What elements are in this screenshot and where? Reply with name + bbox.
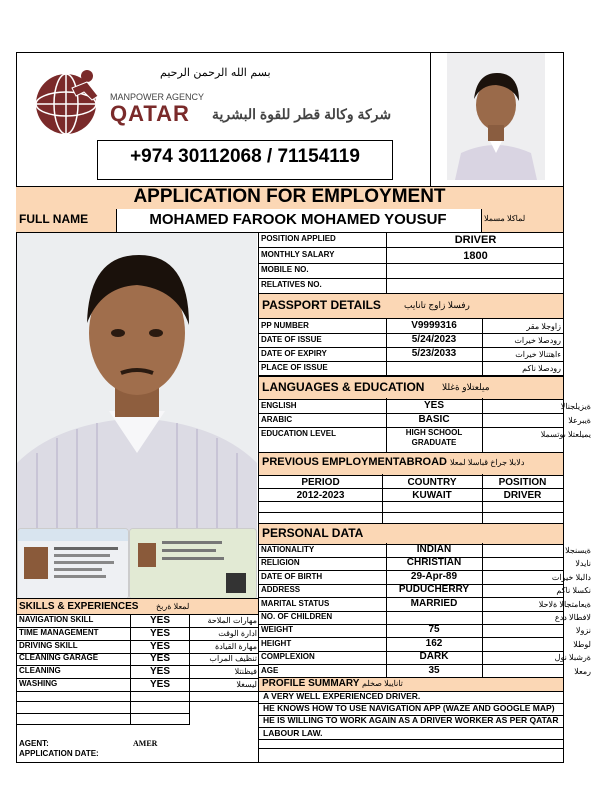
profile-line: HE IS WILLING TO WORK AGAIN AS A DRIVER WORKER AS PER QATAR <box>263 715 559 726</box>
personal-row-value: 75 <box>428 624 440 636</box>
skill-row-value: YES <box>149 627 170 639</box>
personal-row-label: WEIGHT <box>261 625 293 635</box>
passport-row-value: 5/23/2033 <box>411 348 457 359</box>
personal-row-value: 35 <box>428 664 440 676</box>
personal-row-label: COMPLEXION <box>261 652 315 662</box>
language-row-arabic: يميلعتلا ىوتسملا <box>540 430 591 439</box>
agency-arabic: شركة وكالة قطر للقوة البشرية <box>212 106 392 122</box>
passport-row-arabic: رودصلا ناكم <box>522 364 561 373</box>
position-row-line <box>259 263 563 264</box>
position-row-label: MONTHLY SALARY <box>261 250 335 259</box>
full-name-arabic: لماكلا مسملا <box>484 214 526 223</box>
application-date-label: APPLICATION DATE: <box>19 749 99 758</box>
skill-row-arabic: مهارة القيادة <box>215 641 257 651</box>
employment-column-header: PERIOD <box>301 477 340 488</box>
skill-row-label: WASHING <box>19 679 58 688</box>
skills-col-line-2 <box>189 614 190 725</box>
profile-row-line <box>259 739 563 740</box>
position-row-line <box>259 247 563 248</box>
skill-row-arabic: مهارات الملاحة <box>207 616 257 625</box>
passport-row-label: PLACE OF ISSUE <box>261 363 328 372</box>
passport-row-arabic: زاوجلا مقر <box>526 322 561 331</box>
language-row-label: ARABIC <box>261 415 293 424</box>
employment-cell: KUWAIT <box>412 490 452 501</box>
profile-line: LABOUR LAW. <box>263 727 323 738</box>
language-row-value: HIGH SCHOOL GRADUATE <box>405 428 463 447</box>
profile-row-line <box>259 748 563 749</box>
skill-row-label: NAVIGATION SKILL <box>19 615 94 624</box>
skill-row-value: YES <box>149 640 170 652</box>
personal-col-line-2 <box>482 543 483 677</box>
position-row-line <box>259 278 563 279</box>
employment-col-line-2 <box>482 474 483 523</box>
skills-col-line <box>130 614 131 725</box>
personal-row-label: HEIGHT <box>261 638 292 648</box>
profile-line: A VERY WELL EXPERIENCED DRIVER. <box>263 691 421 701</box>
skill-row-arabic: تنظيف المراب <box>209 654 257 664</box>
languages-col-line <box>386 398 387 452</box>
position-col-line <box>386 232 387 293</box>
skill-row-line <box>16 713 190 714</box>
agent-label: AGENT: <box>19 739 49 748</box>
employment-row-line <box>259 512 563 513</box>
personal-row-arabic: نزولا <box>575 626 591 636</box>
agent-value: AMER <box>133 739 158 748</box>
personal-row-value: DARK <box>419 651 449 663</box>
personal-row-arabic: ةرشبلا نول <box>554 653 591 663</box>
passport-row-label: DATE OF ISSUE <box>261 335 322 344</box>
personal-row-value: INDIAN <box>416 544 452 555</box>
skill-row-line <box>16 691 258 692</box>
language-row-value: BASIC <box>418 414 450 425</box>
personal-row-arabic: نايدلا <box>575 559 591 569</box>
personal-row-arabic: دالبلا خيرات <box>551 572 591 582</box>
personal-row-arabic: ةيسنجلا <box>565 546 591 555</box>
passport-heading: PASSPORT DETAILS <box>262 298 381 312</box>
language-row-label: ENGLISH <box>261 401 297 410</box>
skills-heading-arabic: لمعلا ةربخ <box>156 602 190 611</box>
personal-row-label: DATE OF BIRTH <box>261 571 323 581</box>
personal-row-arabic: لوطلا <box>573 639 591 649</box>
full-name-label: FULL NAME <box>19 212 89 226</box>
personal-row-arabic: ةيعامتجالا ةلاحلا <box>538 599 591 609</box>
bismillah: بسم الله الرحمن الرحيم <box>160 66 271 79</box>
skill-row-arabic: ادارة الوقت <box>218 628 257 638</box>
header-photo-divider <box>430 52 431 186</box>
employment-heading-arabic: دلابلا جراخ قباسلا لمعلا <box>450 458 525 467</box>
languages-heading: LANGUAGES & EDUCATION <box>262 380 425 394</box>
skill-row-value: YES <box>149 679 170 690</box>
employment-column-header: POSITION <box>498 477 547 488</box>
skill-row-arabic: ليسغلا <box>236 680 257 689</box>
profile-heading-arabic: تانايبلا صخلم <box>362 679 403 688</box>
personal-row-value: 162 <box>425 637 443 649</box>
passport-row-arabic: ءاهتنالا خيرات <box>515 350 561 359</box>
position-row-value: DRIVER <box>454 234 497 246</box>
passport-heading-arabic: رفسلا زاوج تانايب <box>404 300 470 310</box>
personal-row-label: NATIONALITY <box>261 545 315 554</box>
personal-row-arabic: نكسلا ناكم <box>556 586 591 596</box>
personal-heading: PERSONAL DATA <box>262 526 364 540</box>
personal-row-value: MARRIED <box>410 597 458 609</box>
passport-row-arabic: رودصلا خيرات <box>514 336 561 345</box>
languages-heading-arabic: ميلعتلاو ةغللا <box>442 382 490 392</box>
personal-row-value: PUDUCHERRY <box>398 584 470 596</box>
language-row-label: EDUCATION LEVEL <box>261 429 336 438</box>
skill-row-label: CLEANING GARAGE <box>19 653 99 663</box>
passport-row-label: DATE OF EXPIRY <box>261 349 327 358</box>
applicant-photo-large <box>17 233 257 543</box>
employment-heading: PREVIOUS EMPLOYMENTABROAD <box>262 456 447 468</box>
personal-row-value: 29-Apr-89 <box>410 570 458 582</box>
skills-heading: SKILLS & EXPERIENCES <box>19 601 139 612</box>
page-title: APPLICATION FOR EMPLOYMENT <box>133 186 446 207</box>
profile-line: HE KNOWS HOW TO USE NAVIGATION APP (WAZE AND GOOGLE MAP) <box>263 703 555 714</box>
skill-row-value: YES <box>149 666 170 678</box>
passport-row-value: 5/24/2023 <box>411 334 457 345</box>
skill-row-value: YES <box>149 615 170 626</box>
skill-row-label: DRIVING SKILL <box>19 640 78 650</box>
agency-logo-icon <box>32 66 104 138</box>
personal-row-label: ADDRESS <box>261 585 301 595</box>
position-row-label: MOBILE NO. <box>261 265 309 274</box>
employment-header-line <box>259 488 563 489</box>
personal-row-arabic: لافطالا ددع <box>554 613 591 622</box>
agency-small: MANPOWER AGENCY <box>110 92 205 102</box>
id-card-front-image <box>17 528 129 600</box>
frame-bottom <box>16 762 564 763</box>
passport-row-value: V9999316 <box>411 320 457 331</box>
applicant-photo-small <box>447 53 545 180</box>
passport-row-label: PP NUMBER <box>261 321 309 330</box>
employment-cell: DRIVER <box>503 490 542 501</box>
skill-row-value: YES <box>149 653 170 665</box>
passport-row-line <box>259 361 563 362</box>
personal-row-arabic: رمعلا <box>574 666 591 676</box>
passport-col-line <box>386 318 387 376</box>
passport-col-line-2 <box>482 318 483 376</box>
skill-row-line <box>16 724 190 725</box>
agency-name: QATAR <box>110 101 190 126</box>
full-name-value: MOHAMED FAROOK MOHAMED YOUSUF <box>149 211 447 228</box>
personal-row-value: CHRISTIAN <box>406 557 462 569</box>
profile-heading: PROFILE SUMMARY <box>262 678 360 689</box>
personal-row-label: RELIGION <box>261 558 300 568</box>
personal-row-label: MARITAL STATUS <box>261 598 330 608</box>
employment-cell: 2012-2023 <box>296 490 345 501</box>
position-row-label: RELATIVES NO. <box>261 280 322 289</box>
language-row-arabic: ةيبرعلا <box>568 416 591 425</box>
employment-column-header: COUNTRY <box>407 477 457 488</box>
employment-row-line <box>259 501 563 502</box>
position-row-value: 1800 <box>463 250 488 262</box>
personal-col-line <box>386 543 387 677</box>
position-row-label: POSITION APPLIED <box>261 234 336 243</box>
personal-row-label: AGE <box>261 665 279 675</box>
employment-col-line <box>382 474 383 523</box>
id-card-back-image <box>129 528 257 600</box>
language-row-arabic: ةيزيلجنالا <box>560 402 591 411</box>
skill-row-arabic: فيظنتلا <box>234 667 257 677</box>
skill-row-line <box>16 701 258 702</box>
phone-number: +974 30112068 / 71154119 <box>130 146 360 167</box>
language-row-value: YES <box>423 400 444 411</box>
languages-col-line-2 <box>482 398 483 452</box>
skill-row-label: CLEANING <box>19 666 61 676</box>
skill-row-label: TIME MANAGEMENT <box>19 627 99 637</box>
personal-row-label: NO. OF CHILDREN <box>261 612 333 621</box>
